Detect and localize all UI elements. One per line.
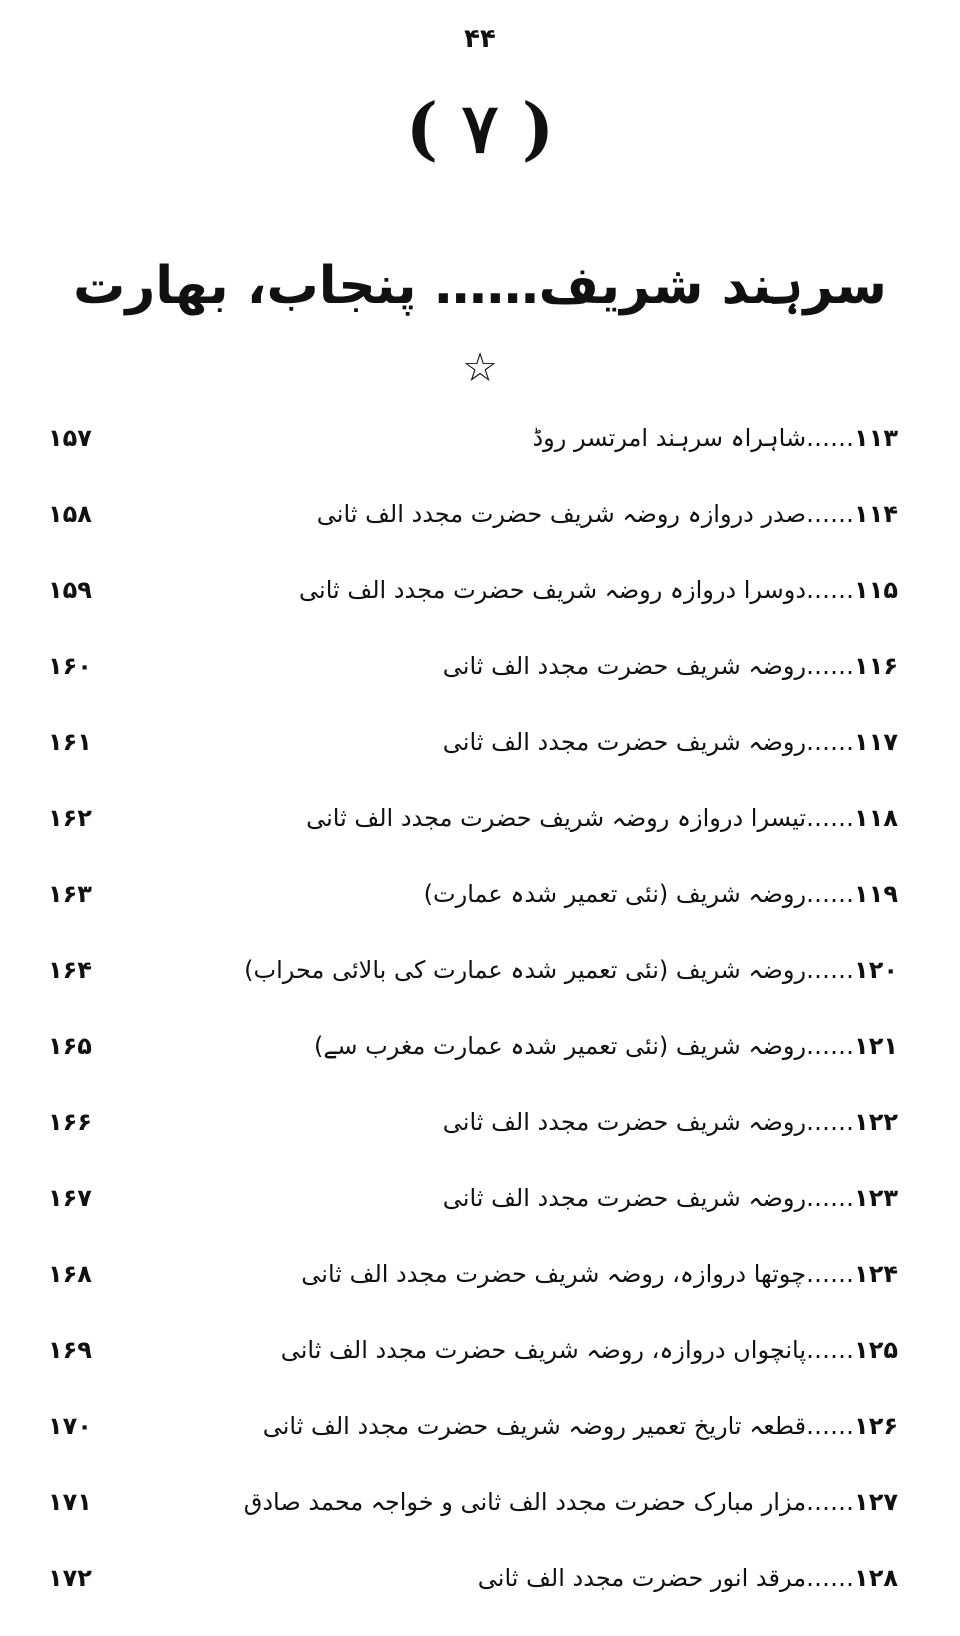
toc-entry bbox=[301, 1256, 898, 1292]
toc-entry-title: روضہ شریف (نئی تعمیر شدہ عمارت) bbox=[423, 880, 807, 908]
toc-entry-number: ۱۲۶ bbox=[854, 1412, 898, 1440]
toc-entry-number: ۱۱۸ bbox=[854, 804, 898, 832]
toc-entry bbox=[443, 724, 898, 760]
toc-entry-number: ۱۲۷ bbox=[854, 1488, 898, 1516]
toc-row bbox=[48, 1484, 898, 1560]
toc-entry-number: ۱۱۶ bbox=[854, 652, 898, 680]
toc-entry-title: قطعہ تاریخ تعمیر روضہ شریف حضرت مجدد الف ثانی bbox=[262, 1412, 807, 1440]
toc-row bbox=[48, 1408, 898, 1484]
toc-separator: …… bbox=[806, 804, 855, 832]
toc-row bbox=[48, 420, 898, 496]
toc-entry-title: صدر دروازہ روضہ شریف حضرت مجدد الف ثانی bbox=[316, 500, 807, 528]
toc-row bbox=[48, 724, 898, 800]
toc-row bbox=[48, 648, 898, 724]
toc-separator: …… bbox=[806, 1108, 855, 1136]
page-number: ۴۴ bbox=[464, 24, 496, 54]
toc-entry bbox=[306, 800, 898, 836]
toc-entry-title: چوتھا دروازہ، روضہ شریف حضرت مجدد الف ثانی bbox=[301, 1260, 807, 1288]
toc-row bbox=[48, 952, 898, 1028]
star-icon: ☆ bbox=[462, 345, 498, 391]
toc-entry-number: ۱۲۰ bbox=[854, 956, 898, 984]
toc-entry-title: روضہ شریف (نئی تعمیر شدہ عمارت کی بالائی محراب) bbox=[244, 956, 807, 984]
toc-entry bbox=[317, 496, 898, 532]
toc-entry-title: روضہ شریف حضرت مجدد الف ثانی bbox=[442, 1108, 807, 1136]
toc-separator: …… bbox=[806, 576, 855, 604]
toc-entry bbox=[424, 876, 898, 912]
toc-row bbox=[48, 1332, 898, 1408]
toc-entry-number: ۱۲۸ bbox=[854, 1564, 898, 1592]
toc-row bbox=[48, 496, 898, 572]
toc-separator: …… bbox=[806, 956, 855, 984]
toc-entry bbox=[244, 952, 898, 988]
toc-entry-title: روضہ شریف حضرت مجدد الف ثانی bbox=[442, 652, 807, 680]
toc-row bbox=[48, 1104, 898, 1180]
toc-entry-title: روضہ شریف (نئی تعمیر شدہ عمارت مغرب سے) bbox=[313, 1032, 807, 1060]
toc-entry-number: ۱۱۹ bbox=[854, 880, 898, 908]
toc-entry bbox=[532, 420, 898, 456]
toc-separator: …… bbox=[806, 1564, 855, 1592]
toc-page-number: ۱۶۲ bbox=[48, 804, 92, 832]
toc-page-number: ۱۵۷ bbox=[48, 424, 92, 452]
toc-entry-title: مرقد انور حضرت مجدد الف ثانی bbox=[477, 1564, 807, 1592]
toc-entry bbox=[478, 1560, 898, 1596]
toc-page-number: ۱۷۱ bbox=[48, 1488, 92, 1516]
toc-separator: …… bbox=[806, 880, 855, 908]
toc-entry-title: روضہ شریف حضرت مجدد الف ثانی bbox=[442, 1184, 807, 1212]
toc-page-number: ۱۷۲ bbox=[48, 1564, 92, 1592]
toc-entry bbox=[443, 1180, 898, 1216]
section-mark: ( ۷ ) bbox=[405, 89, 555, 169]
toc-page-number: ۱۶۷ bbox=[48, 1184, 92, 1212]
toc-row bbox=[48, 800, 898, 876]
toc-row bbox=[48, 1028, 898, 1104]
toc-entry-title: شاہراہ سرہند امرتسر روڈ bbox=[532, 424, 807, 452]
toc-entry-number: ۱۱۷ bbox=[854, 728, 898, 756]
toc-page-number: ۱۶۵ bbox=[48, 1032, 92, 1060]
toc-entry-title: تیسرا دروازہ روضہ شریف حضرت مجدد الف ثانی bbox=[306, 804, 807, 832]
toc-entry-title: روضہ شریف حضرت مجدد الف ثانی bbox=[442, 728, 807, 756]
toc-page-number: ۱۷۰ bbox=[48, 1412, 92, 1440]
toc-row bbox=[48, 1180, 898, 1256]
toc-entry-number: ۱۲۳ bbox=[854, 1184, 898, 1212]
toc-row bbox=[48, 1256, 898, 1332]
toc-entry-title: پانچواں دروازہ، روضہ شریف حضرت مجدد الف ثانی bbox=[280, 1336, 807, 1364]
toc-separator: …… bbox=[806, 1488, 855, 1516]
toc-entry bbox=[443, 648, 898, 684]
toc-entry bbox=[281, 1332, 898, 1368]
toc-separator: …… bbox=[806, 652, 855, 680]
toc-page-number: ۱۶۹ bbox=[48, 1336, 92, 1364]
toc-separator: …… bbox=[806, 1184, 855, 1212]
toc-page-number: ۱۶۴ bbox=[48, 956, 92, 984]
toc-separator: …… bbox=[806, 1412, 855, 1440]
toc-entry-number: ۱۲۲ bbox=[854, 1108, 898, 1136]
toc-row bbox=[48, 876, 898, 952]
toc-page-number: ۱۵۸ bbox=[48, 500, 92, 528]
toc-page-number: ۱۶۸ bbox=[48, 1260, 92, 1288]
toc-entry bbox=[244, 1484, 898, 1520]
toc-entry-number: ۱۲۱ bbox=[854, 1032, 898, 1060]
toc-separator: …… bbox=[806, 728, 855, 756]
toc-entry-title: مزار مبارک حضرت مجدد الف ثانی و خواجہ محمد صادق bbox=[243, 1488, 807, 1516]
toc-separator: …… bbox=[806, 1032, 855, 1060]
toc-entry-number: ۱۲۴ bbox=[854, 1260, 898, 1288]
toc-entry bbox=[443, 1104, 898, 1140]
toc-entry-number: ۱۱۳ bbox=[854, 424, 898, 452]
toc-entry-number: ۱۱۵ bbox=[854, 576, 898, 604]
toc-page-number: ۱۶۳ bbox=[48, 880, 92, 908]
toc-separator: …… bbox=[806, 424, 855, 452]
toc-entry-number: ۱۱۴ bbox=[854, 500, 898, 528]
toc-row bbox=[48, 1560, 898, 1636]
toc-entry-title: دوسرا دروازہ روضہ شریف حضرت مجدد الف ثانی bbox=[299, 576, 807, 604]
toc-row bbox=[48, 572, 898, 648]
toc-entry bbox=[314, 1028, 898, 1064]
toc-page-number: ۱۶۶ bbox=[48, 1108, 92, 1136]
toc-separator: …… bbox=[806, 500, 855, 528]
toc-separator: …… bbox=[806, 1336, 855, 1364]
table-of-contents bbox=[48, 420, 898, 1636]
toc-separator: …… bbox=[806, 1260, 855, 1288]
toc-page-number: ۱۶۰ bbox=[48, 652, 92, 680]
toc-entry-number: ۱۲۵ bbox=[854, 1336, 898, 1364]
toc-page-number: ۱۵۹ bbox=[48, 576, 92, 604]
toc-entry bbox=[299, 572, 898, 608]
toc-page-number: ۱۶۱ bbox=[48, 728, 92, 756]
page-title: سرہند شریف…… پنجاب، بھارت bbox=[73, 256, 887, 316]
toc-entry bbox=[263, 1408, 898, 1444]
